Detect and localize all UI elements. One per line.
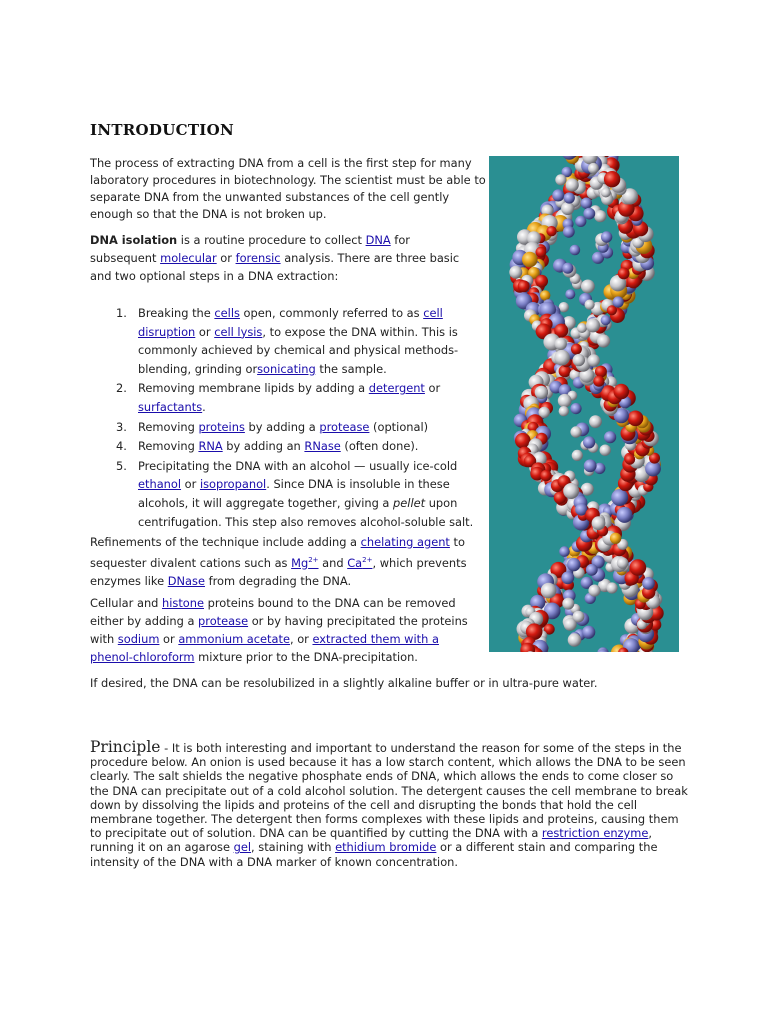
text: or	[195, 324, 215, 339]
text: , or	[289, 632, 313, 646]
atom-sphere	[581, 280, 595, 294]
list-number: 4.	[116, 439, 127, 454]
link-gel[interactable]: gel	[233, 840, 252, 855]
atom-sphere	[561, 571, 574, 584]
link-dnase[interactable]: DNase	[167, 573, 205, 588]
link-detergent[interactable]: detergent	[368, 381, 425, 396]
link-molecular[interactable]: molecular	[160, 251, 217, 265]
text: - It is both interesting and important to understand the reason for some of the steps in the procedure below. An onion is used because it has a low starch content, which allows the DNA to be seen clearly. The salt shields the negative phosphate ends of DNA, which allows the ends to come closer so the DNA can precipitate out of a cold alcohol solution. The detergent causes the cell membrane to break down by dissolving the lipids and proteins of the cell and disrupting the bonds that hold the cell membrane together. The detergent then forms complexes with these lipids and proteins, causing them to precipitate out of solution. DNA can be quantified by cutting the DNA with a	[90, 741, 688, 841]
text: (optional)	[369, 419, 429, 434]
atom-sphere	[573, 354, 585, 366]
text: Refinements of the technique include adding a	[90, 535, 361, 549]
link-cell-lysis[interactable]: cell lysis	[214, 324, 263, 339]
atom-sphere	[541, 583, 557, 599]
text: for subsequent	[90, 233, 410, 265]
atom-sphere	[594, 210, 606, 222]
text: Precipitating the DNA with an alcohol — usually ice-cold	[138, 458, 458, 473]
text: from degrading the DNA.	[204, 573, 352, 588]
atom-sphere	[593, 376, 604, 387]
atom-sphere	[562, 263, 573, 274]
atom-sphere	[540, 290, 550, 300]
link-ethidium-bromide[interactable]: ethidium bromide	[335, 840, 437, 855]
text: or	[216, 251, 236, 265]
atom-sphere	[617, 557, 629, 569]
atom-sphere	[563, 483, 579, 499]
atom-sphere	[595, 366, 607, 378]
text: Breaking the	[138, 306, 215, 320]
atom-sphere	[600, 445, 611, 456]
text: by adding a	[244, 419, 320, 434]
page-heading: INTRODUCTION	[90, 121, 235, 139]
text: Mg	[291, 555, 309, 570]
list-item	[90, 304, 485, 378]
atom-sphere	[614, 384, 630, 400]
atom-sphere	[571, 344, 582, 355]
atom-sphere	[577, 323, 587, 333]
atom-sphere	[601, 231, 612, 242]
text: or	[159, 632, 179, 646]
atom-sphere	[573, 611, 585, 623]
text: is a routine procedure to collect	[177, 233, 366, 247]
isolation-term: DNA isolation	[90, 233, 178, 247]
text: , staining with	[251, 840, 336, 855]
atom-sphere	[552, 189, 564, 201]
atom-sphere	[582, 626, 595, 639]
atom-sphere	[568, 633, 582, 647]
atom-sphere	[567, 558, 580, 571]
atom-sphere	[554, 350, 570, 366]
atom-sphere	[575, 216, 586, 227]
atom-sphere	[561, 202, 574, 215]
list-item	[90, 418, 485, 437]
atom-sphere	[588, 585, 600, 597]
text: Ca	[347, 555, 363, 570]
atom-sphere	[581, 198, 592, 209]
link-mg[interactable]	[291, 556, 318, 570]
atom-sphere	[617, 507, 633, 523]
list-item	[90, 437, 485, 456]
list-item	[90, 457, 485, 531]
atom-sphere	[518, 280, 530, 292]
atom-sphere	[630, 559, 647, 576]
atom-sphere	[509, 266, 522, 279]
list-number: 5.	[116, 458, 127, 473]
atom-sphere	[535, 386, 548, 399]
list-number: 2.	[116, 381, 127, 396]
text: , running it on an agarose	[90, 826, 652, 855]
text: upon centrifugation. This step also removes alcohol-soluble salt.	[138, 495, 474, 529]
refinements-paragraph	[90, 533, 485, 590]
text: or	[424, 381, 441, 396]
isolation-paragraph	[90, 231, 475, 285]
atom-sphere	[610, 533, 621, 544]
atom-sphere	[613, 296, 624, 307]
atom-sphere	[559, 406, 569, 416]
atom-sphere	[583, 208, 595, 220]
link-dna[interactable]: DNA	[365, 233, 391, 247]
link-phenol-chloroform[interactable]: extracted them with a phenol-chloroform	[90, 632, 439, 664]
atom-sphere	[585, 300, 595, 310]
text: or by having precipitated the proteins with	[90, 614, 468, 646]
atom-sphere	[564, 192, 575, 203]
principle-paragraph	[90, 740, 690, 869]
link-ammonium-acetate[interactable]: ammonium acetate	[178, 632, 290, 646]
extraction-steps-list	[90, 304, 485, 532]
atom-sphere	[536, 247, 547, 258]
text: (often done).	[340, 439, 419, 454]
atom-sphere	[588, 354, 600, 366]
atom-sphere	[558, 394, 572, 408]
atom-sphere	[540, 470, 551, 481]
link-proteins[interactable]: proteins	[198, 419, 245, 434]
atom-sphere	[604, 431, 616, 443]
atom-sphere	[555, 174, 566, 185]
atom-sphere	[592, 516, 606, 530]
atom-sphere	[589, 415, 602, 428]
text: Cellular and	[90, 596, 163, 610]
link-surfactants[interactable]: surfactants	[138, 399, 203, 414]
link-protease-2[interactable]: protease	[198, 614, 249, 628]
atom-sphere	[563, 226, 575, 238]
resolubilize-paragraph: If desired, the DNA can be resolubilized in a slightly alkaline buffer or in ultra-pure water.	[90, 676, 598, 690]
atom-sphere	[583, 436, 595, 448]
atom-sphere	[565, 289, 575, 299]
link-ethanol[interactable]: ethanol	[138, 477, 182, 492]
atom-sphere	[586, 564, 598, 576]
atom-sphere	[604, 171, 620, 187]
text: , which prevents enzymes like	[90, 555, 467, 588]
atom-sphere	[618, 268, 630, 280]
pellet-term: pellet	[393, 495, 426, 510]
text: , to expose the DNA within. This is commonly achieved by chemical and physical methods- blending, grinding or	[138, 324, 459, 376]
link-restriction-enzyme[interactable]: restriction enzyme	[541, 826, 649, 841]
text: Removing	[138, 439, 199, 454]
text: Removing	[138, 419, 199, 434]
atom-sphere	[586, 318, 600, 332]
atom-sphere	[522, 252, 538, 268]
list-number: 1.	[116, 306, 127, 320]
atom-sphere	[562, 598, 574, 610]
atom-sphere	[555, 338, 567, 350]
atom-sphere	[584, 459, 597, 472]
link-cells[interactable]: cells	[214, 306, 240, 320]
atom-sphere	[597, 334, 610, 347]
text: .	[202, 399, 206, 414]
link-ca[interactable]	[347, 556, 372, 570]
text: proteins bound to the DNA can be removed either by adding a	[90, 596, 456, 628]
text: to sequester divalent cations such as	[90, 535, 465, 570]
text: the sample.	[315, 361, 387, 376]
link-rna[interactable]: RNA	[198, 439, 223, 454]
link-cell-disruption[interactable]: cell disruption	[138, 306, 443, 339]
link-isopropanol[interactable]: isopropanol	[199, 477, 267, 492]
atom-sphere	[559, 546, 570, 557]
intro-paragraph: The process of extracting DNA from a cell is the first step for many laboratory procedures in biotechnology. The scientist must be able to separate DNA from the unwanted substances of the cell gently enough so that the DNA is not broken up.	[90, 156, 486, 221]
atom-sphere	[546, 226, 556, 236]
text: by adding an	[222, 439, 305, 454]
list-item	[90, 379, 485, 416]
atom-sphere	[588, 163, 599, 174]
link-forensic[interactable]: forensic	[235, 251, 281, 265]
text: mixture prior to the DNA-precipitation.	[194, 650, 418, 664]
text: or	[181, 477, 200, 492]
atom-sphere	[570, 403, 581, 414]
atom-sphere	[607, 582, 618, 593]
superscript: 2+	[362, 556, 373, 564]
atom-sphere	[572, 450, 583, 461]
atom-sphere	[570, 426, 581, 437]
text: . Since DNA is insoluble in these alcohols, it will aggregate together, giving a	[138, 477, 450, 510]
atom-sphere	[628, 411, 644, 427]
principle-title: Principle	[90, 738, 161, 756]
link-chelating-agent[interactable]: chelating agent	[360, 535, 450, 549]
link-rnase[interactable]: RNase	[304, 439, 341, 454]
superscript: 2+	[308, 556, 319, 564]
atom-sphere	[601, 315, 611, 325]
list-number: 3.	[116, 419, 127, 434]
link-sonicating[interactable]: sonicating	[257, 361, 316, 376]
atom-sphere	[535, 275, 548, 288]
text: open, commonly referred to as	[239, 306, 424, 320]
atom-sphere	[601, 188, 611, 198]
atom-sphere	[570, 245, 581, 256]
text: or a different stain and comparing the intensity of the DNA with a DNA marker of known concentration.	[90, 840, 658, 869]
atom-sphere	[566, 178, 579, 191]
link-protease[interactable]: protease	[319, 419, 370, 434]
link-histone[interactable]: histone	[162, 596, 204, 610]
dna-double-helix-image	[489, 156, 679, 652]
atom-sphere	[611, 489, 628, 506]
text: analysis. There are three basic and two optional steps in a DNA extraction:	[90, 251, 460, 283]
atom-sphere	[642, 577, 655, 590]
text: and	[318, 555, 348, 570]
cellular-paragraph	[90, 594, 485, 666]
link-sodium[interactable]: sodium	[117, 632, 160, 646]
text: Removing membrane lipids by adding a	[138, 381, 369, 396]
